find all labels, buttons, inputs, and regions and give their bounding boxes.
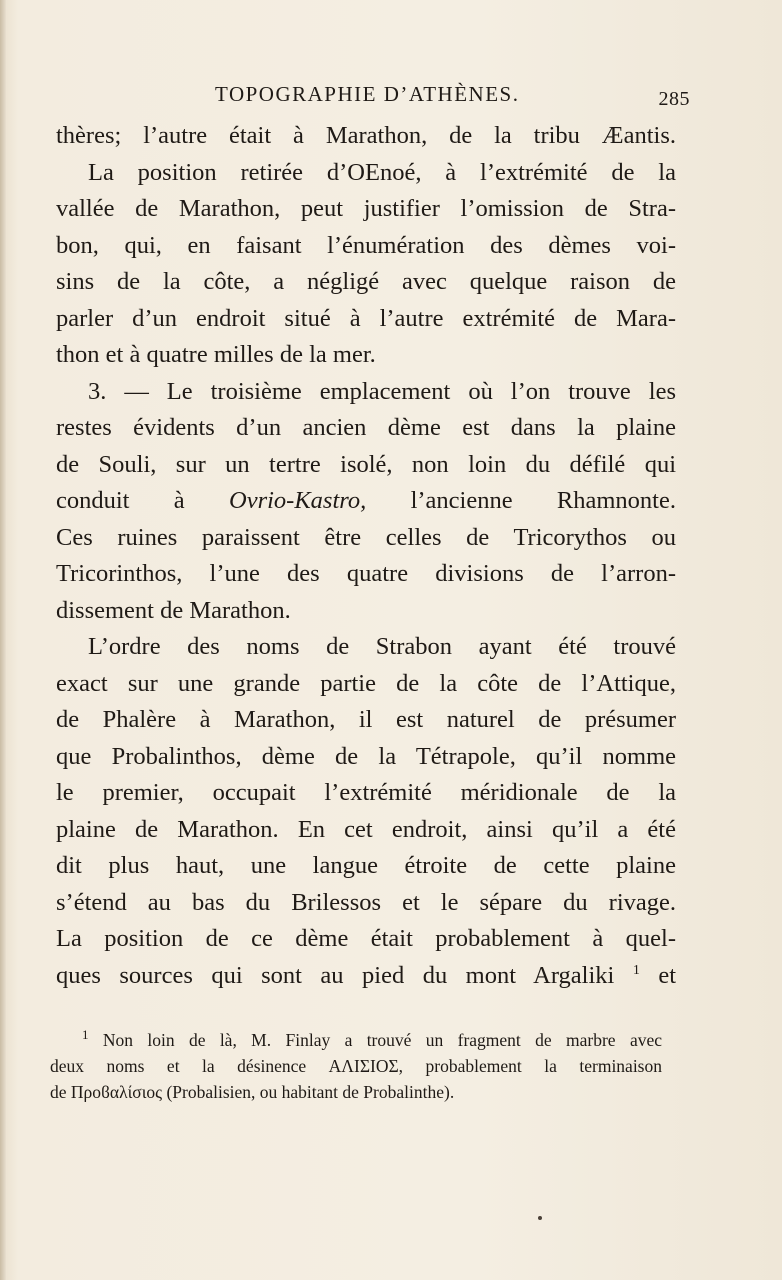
body-text	[56, 118, 676, 994]
text-line: La position retirée d’OEnoé, à l’extrémité de la	[88, 158, 676, 186]
text-line: thères; l’autre était à Marathon, de la tribu Æantis.	[56, 122, 676, 149]
page-edge-shadow	[0, 0, 6, 1280]
text-line	[56, 483, 676, 520]
text-run: et	[639, 961, 676, 989]
text-run: ques sources qui sont au pied du mont Argaliki	[56, 961, 633, 989]
footnote-reference: 1	[632, 962, 640, 978]
running-title: TOPOGRAPHIE D’ATHÈNES.	[215, 82, 520, 106]
text-line: que Probalinthos, dème de la Tétrapole, qu’il nomme	[56, 742, 676, 770]
italic-place-name: Ovrio-Kastro,	[229, 487, 367, 514]
text-line: thon et à quatre milles de la mer.	[56, 341, 376, 368]
text-line: L’ordre des noms de Strabon ayant été trouvé	[88, 633, 676, 660]
text-line: 3. — Le troisième emplacement où l’on trouve les	[88, 377, 676, 405]
ink-speck	[538, 1216, 542, 1220]
footnote-line: deux noms et la désinence ΑΛΙΣΙΟΣ, probablement la terminaison	[50, 1056, 662, 1076]
text-line: le premier, occupait l’extrémité méridionale de la	[56, 779, 676, 806]
text-line	[56, 958, 676, 995]
text-line: La position de ce dème était probablement à quel-	[56, 925, 676, 952]
text-line: bon, qui, en faisant l’énumération des dèmes voi-	[56, 231, 676, 259]
footnote-line	[50, 1027, 662, 1053]
text-line: sins de la côte, a négligé avec quelque raison de	[56, 268, 676, 295]
text-line: dit plus haut, une langue étroite de cette plaine	[56, 852, 676, 879]
text-run: l’ancienne Rhamnonte.	[366, 487, 676, 514]
page-number: 285	[658, 88, 690, 110]
footnote-marker: 1	[82, 1027, 89, 1043]
text-run: conduit à	[56, 487, 229, 514]
text-line: de Souli, sur un tertre isolé, non loin du défilé qui	[56, 450, 676, 478]
text-line: restes évidents d’un ancien dème est dans la plaine	[56, 414, 676, 441]
text-line: plaine de Marathon. En cet endroit, ainsi qu’il a été	[56, 815, 676, 843]
footnote	[50, 1027, 662, 1105]
text-line: vallée de Marathon, peut justifier l’omission de Stra-	[56, 195, 676, 222]
text-line: parler d’un endroit situé à l’autre extrémité de Mara-	[56, 304, 676, 332]
text-line: de Phalère à Marathon, il est naturel de présumer	[56, 706, 676, 733]
running-header	[60, 78, 690, 114]
footnote-line: de Προϐαλίσιος (Probalisien, ou habitant de Probalinthe).	[50, 1082, 455, 1102]
text-line: exact sur une grande partie de la côte de l’Attique,	[56, 669, 676, 697]
text-run: Non loin de là, M. Finlay a trouvé un fragment de marbre avec	[88, 1030, 662, 1050]
text-line: s’étend au bas du Brilessos et le sépare du rivage.	[56, 888, 676, 916]
text-line: Tricorinthos, l’une des quatre divisions de l’arron-	[56, 560, 676, 587]
text-line: dissement de Marathon.	[56, 596, 291, 624]
text-line: Ces ruines paraissent être celles de Tricorythos ou	[56, 523, 676, 551]
